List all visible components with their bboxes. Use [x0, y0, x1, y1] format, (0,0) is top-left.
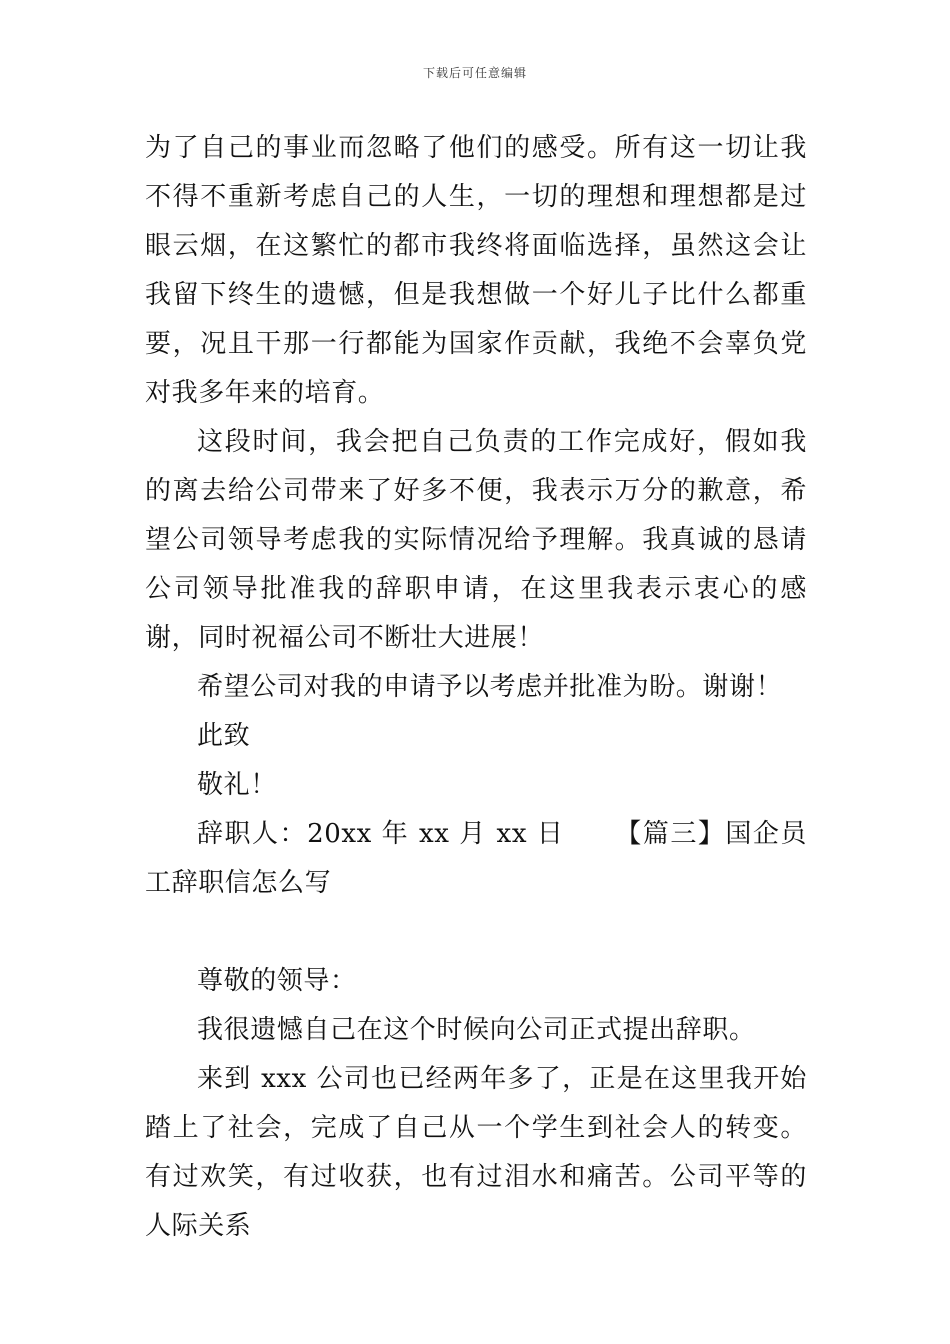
header-note: 下载后可任意编辑 [422, 66, 527, 80]
signature-text: 辞职人：20xx 年 xx 月 xx 日 [197, 819, 565, 849]
paragraph-company-experience: 来到 xxx 公司也已经两年多了，正是在这里我开始踏上了社会，完成了自己从一个学生到社会人的转变。有过欢笑，有过收获，也有过泪水和痛苦。公司平等的人际关系 [145, 1064, 807, 1241]
closing-cizhi: 此致 [197, 721, 251, 751]
signature-line [145, 810, 807, 908]
section-title: 【篇三】国企员工辞职信怎么写 [145, 819, 808, 898]
paragraph-resignation-statement: 我很遗憾自己在这个时候向公司正式提出辞职。 [197, 1015, 756, 1045]
paragraph-continuation: 为了自己的事业而忽略了他们的感受。所有这一切让我不得不重新考虑自己的人生，一切的理想和理想都是过眼云烟，在这繁忙的都市我终将面临选择，虽然这会让我留下终生的遗憾，但是我想做一个好儿子比什么都重要，况且干那一行都能为国家作贡献，我绝不会辜负党对我多年来的培育。 [145, 133, 807, 408]
salutation: 尊敬的领导： [197, 966, 357, 996]
document-body [145, 124, 807, 1251]
blank-line [145, 908, 807, 957]
paragraph-request: 希望公司对我的申请予以考虑并批准为盼。谢谢！ [197, 672, 783, 702]
paragraph-work-handover: 这段时间，我会把自己负责的工作完成好，假如我的离去给公司带来了好多不便，我表示万分的歉意，希望公司领导考虑我的实际情况给予理解。我真诚的恳请公司领导批准我的辞职申请，在这里我表示衷心的感谢，同时祝福公司不断壮大进展！ [145, 427, 807, 653]
closing-jingli: 敬礼！ [197, 770, 277, 800]
